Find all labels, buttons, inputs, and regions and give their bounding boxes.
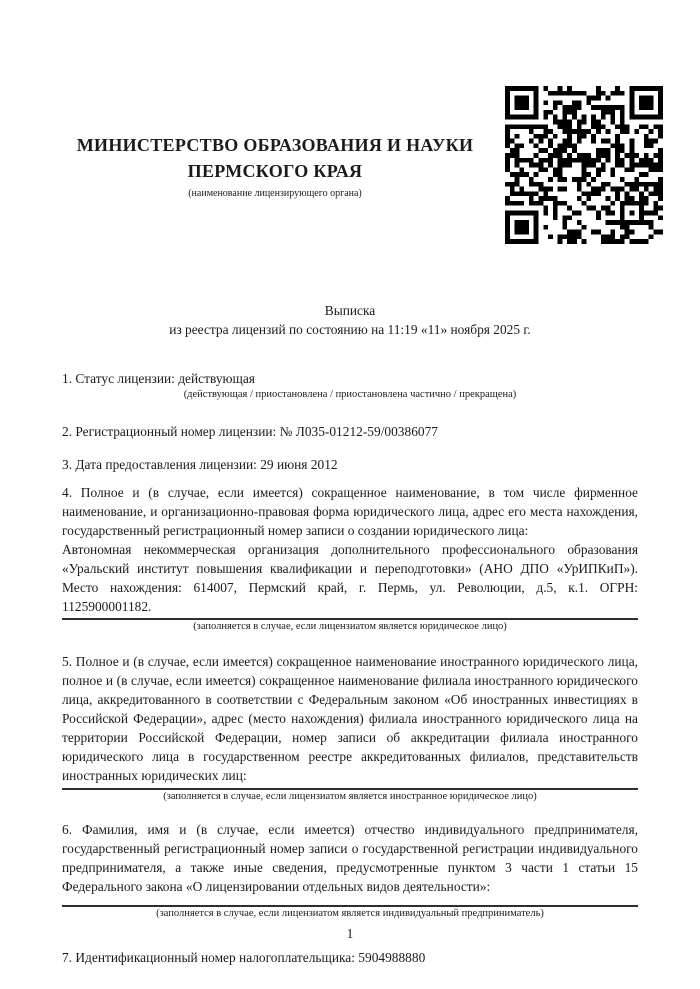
document-body — [62, 301, 638, 967]
item-1-caption: (действующая / приостановлена / приостановлена частично / прекращена) — [183, 389, 517, 400]
item-7-text: 7. Идентификационный номер налогоплательщика: 5904988880 — [62, 950, 426, 965]
item-4-question: 4. Полное и (в случае, если имеется) сокращенное наименование, в том числе фирменное наименование, и организационно-правовая форма юридического лица, адрес его места нахождения, государственный регистрационный номер записи о создании юридического лица: — [62, 485, 638, 538]
item-4-caption: (заполняется в случае, если лицензиатом является юридическое лицо) — [193, 621, 507, 632]
qr-code-icon — [505, 86, 663, 244]
item-1-license-status — [62, 369, 638, 401]
document-title — [62, 301, 638, 339]
item-6-entrepreneur — [62, 820, 638, 920]
item-5-caption: (заполняется в случае, если лицензиатом является иностранное юридическое лицо) — [163, 791, 537, 802]
item-3-grant-date — [62, 455, 638, 474]
item-4-legal-entity — [62, 483, 638, 633]
item-5-question: 5. Полное и (в случае, если имеется) сокращенное наименование иностранного юридического лица, полное и (в случае, если имеется) сокращенное наименование филиала иностранного юридического лица, аккредитованного в соответствии с Федеральным законом «Об иностранных инвестициях в Российской Федерации», адрес (место нахождения) филиала иностранного юридического лица на территории Российской Федерации, номер записи об аккредитации филиала иностранного юридического лица в государственном реестре аккредитованных филиалов, представительств иностранных юридических лиц: — [62, 654, 638, 783]
item-7-taxpayer-id — [62, 948, 638, 967]
qr-code-canvas — [505, 86, 663, 244]
page-number: 1 — [346, 926, 354, 941]
item-6-caption: (заполняется в случае, если лицензиатом является индивидуальный предприниматель) — [156, 908, 544, 919]
authority-name-line1: МИНИСТЕРСТВО ОБРАЗОВАНИЯ И НАУКИ — [76, 135, 474, 155]
item-1-text: 1. Статус лицензии: действующая — [62, 371, 255, 386]
licensing-authority-header — [62, 132, 488, 200]
title-line2: из реестра лицензий по состоянию на 11:19 «11» ноября 2025 г. — [169, 322, 531, 337]
item-2-registration-number — [62, 422, 638, 441]
authority-name-caption: (наименование лицензирующего органа) — [188, 188, 362, 199]
item-3-text: 3. Дата предоставления лицензии: 29 июня 2012 — [62, 457, 338, 472]
item-5-foreign-entity — [62, 652, 638, 803]
item-6-question: 6. Фамилия, имя и (в случае, если имеется) отчество индивидуального предпринимателя, государственный регистрационный номер записи о государственной регистрации индивидуального предпринимателя, а также иные сведения, предусмотренные пунктом 3 части 1 статьи 15 Федерального закона «О лицензировании отдельных видов деятельности»: — [62, 822, 638, 894]
authority-name-line2: ПЕРМСКОГО КРАЯ — [187, 161, 363, 181]
item-4-answer: Автономная некоммерческая организация дополнительного профессионального образования «Уральский институт повышения квалификации и переподготовки» (АНО ДПО «УрИПКиП»). Место нахождения: 614007, Пермский край, г. Пермь, ул. Революции, д.5, к.1. ОГРН: 1125900001182. — [62, 542, 638, 614]
item-2-text: 2. Регистрационный номер лицензии: № Л035-01212-59/00386077 — [62, 424, 438, 439]
title-line1: Выписка — [324, 303, 376, 318]
